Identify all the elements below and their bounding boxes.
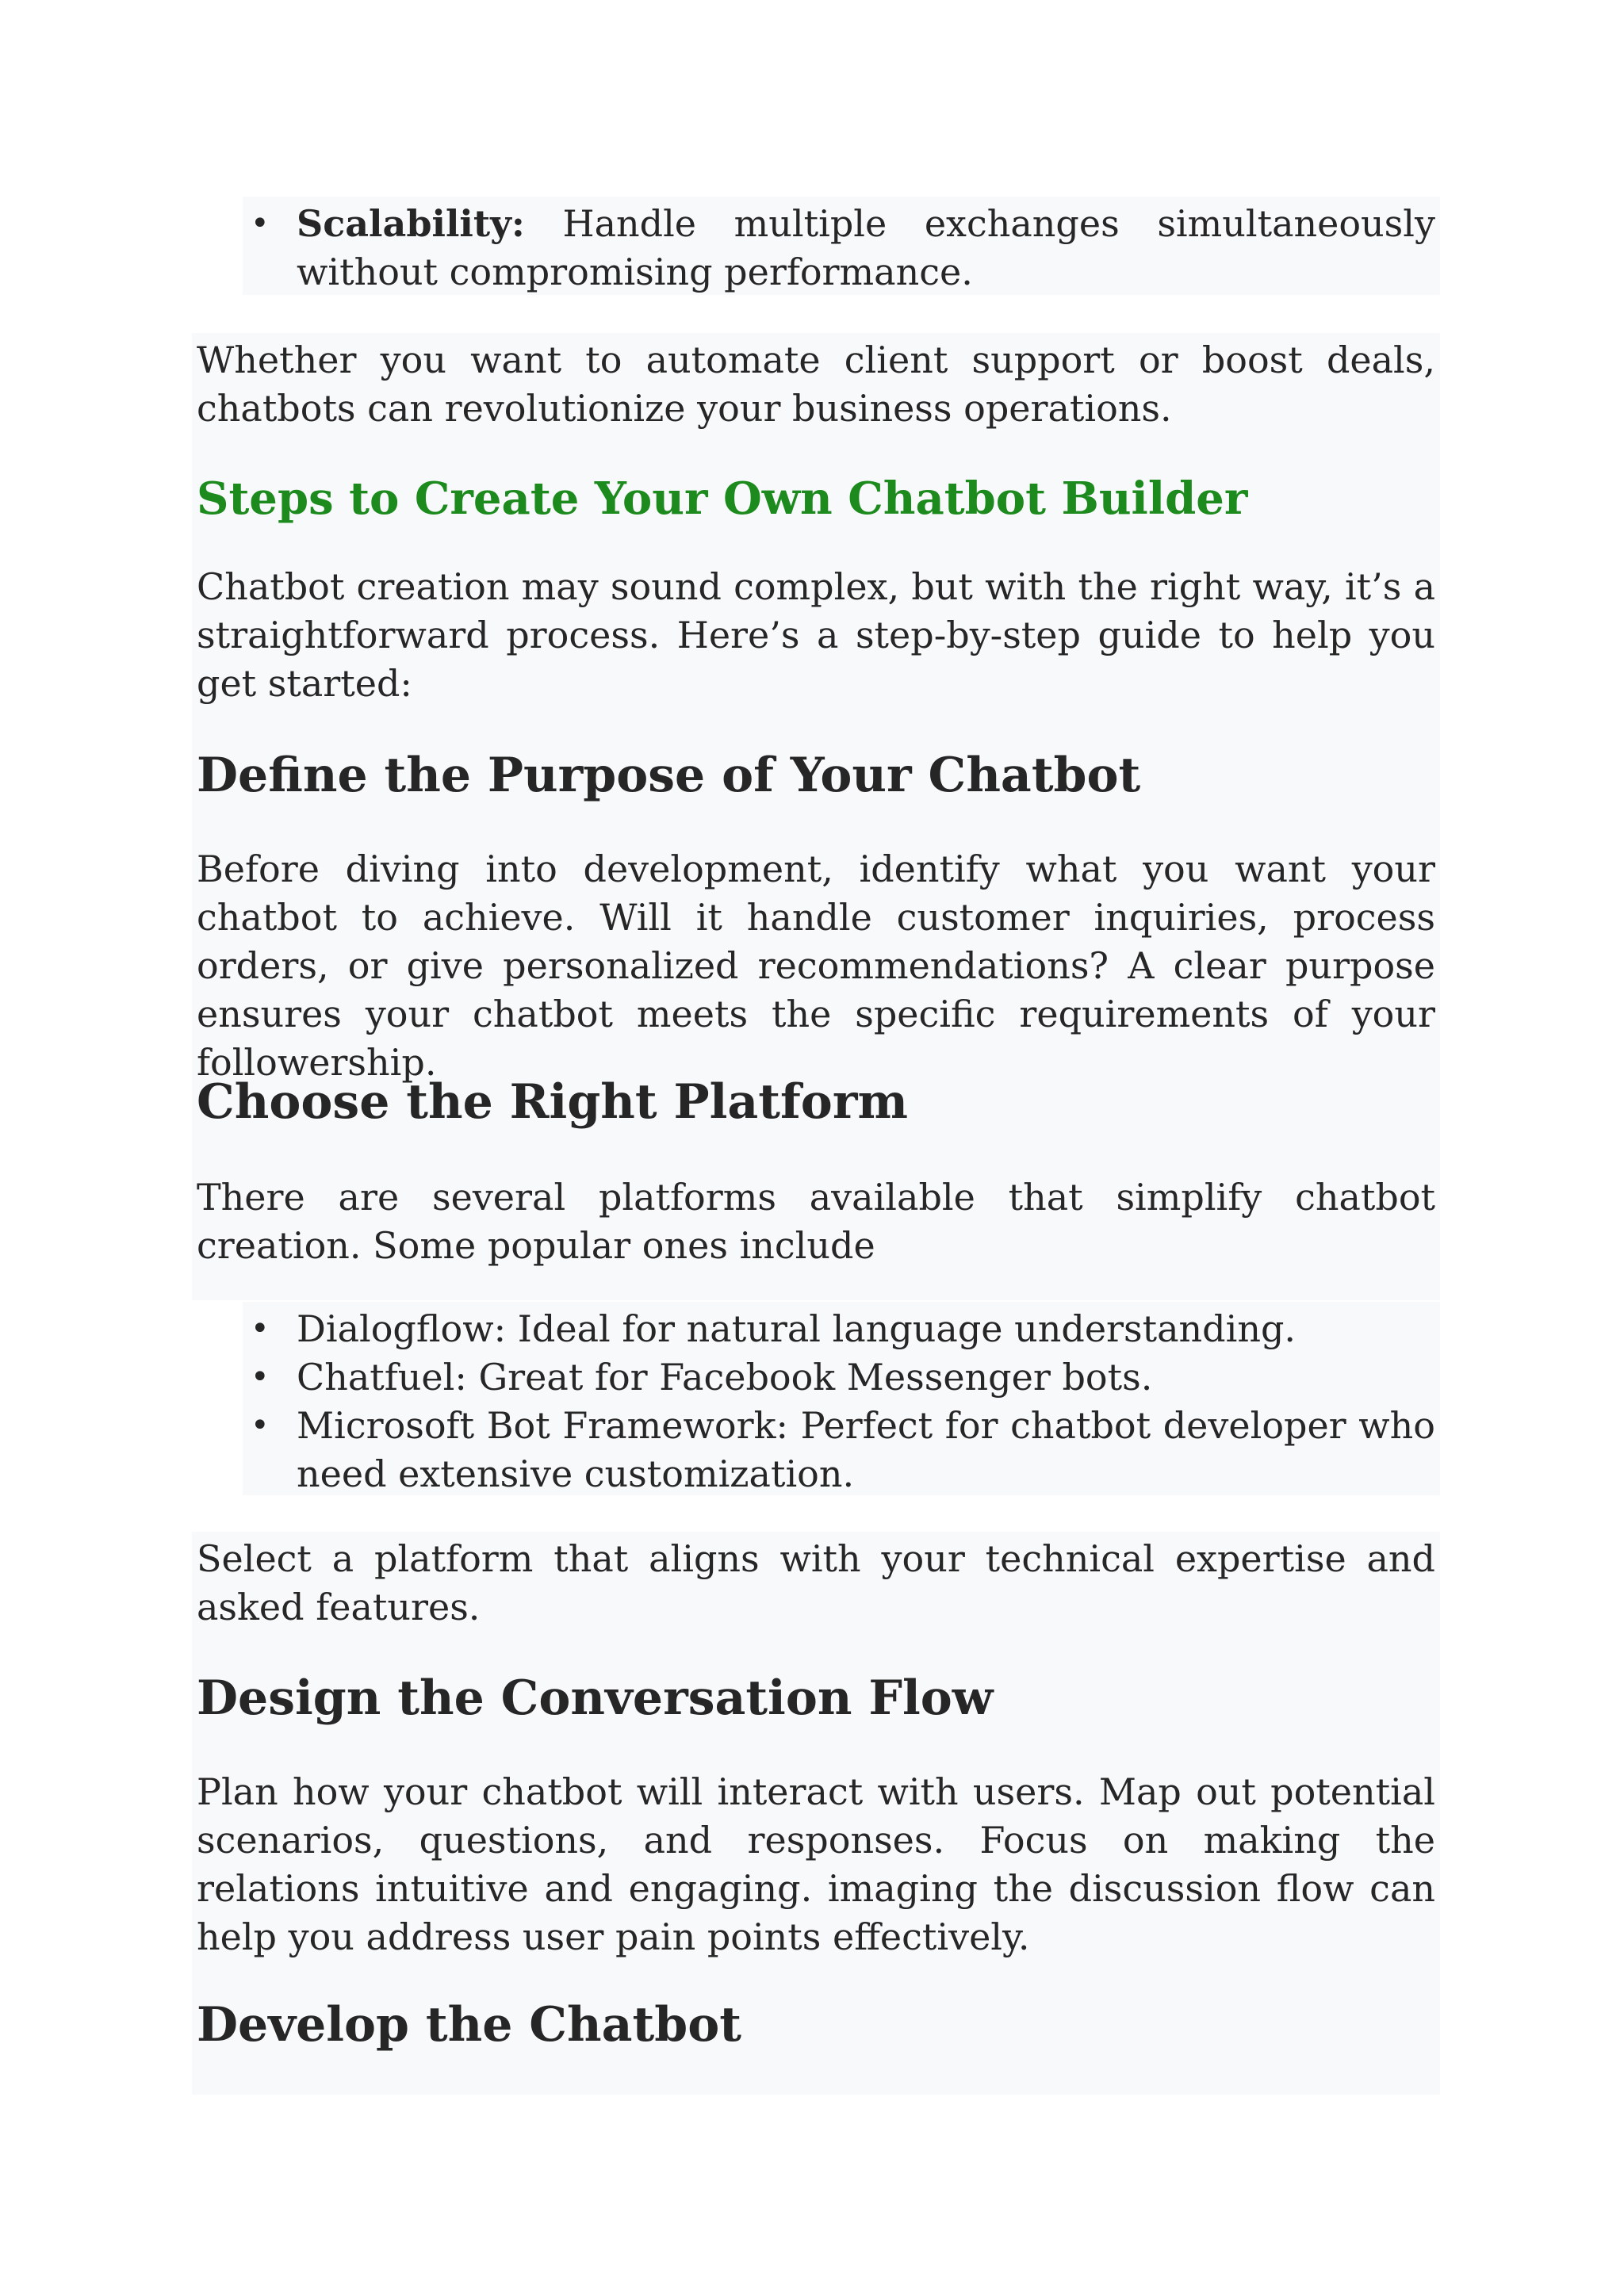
- intro-closing-block: [192, 333, 1440, 436]
- platform-closing-paragraph: Select a platform that aligns with your technical expertise and asked features.: [197, 1537, 1435, 1628]
- list-item: [243, 1402, 1435, 1498]
- platform-item-microsoft: Microsoft Bot Framework: Perfect for chatbot developer who need extensive customization.: [297, 1404, 1435, 1495]
- bullet-icon: •: [251, 1407, 270, 1444]
- scalability-text: Handle multiple exchanges simultaneously without compromising performance.: [297, 202, 1435, 293]
- platform-heading: Choose the Right Platform: [197, 1074, 908, 1130]
- scalability-list: [243, 197, 1440, 297]
- bullet-icon: •: [251, 205, 270, 242]
- flow-paragraph: Plan how your chatbot will interact with users. Map out potential scenarios, questions, and responses. Focus on making the relations intuitive and engaging. imaging the discussion flow can help you address user pain points effectively.: [197, 1770, 1435, 1958]
- scalability-bullet-block: [243, 197, 1440, 295]
- list-item: [243, 1305, 1435, 1353]
- intro-closing-paragraph: Whether you want to automate client support or boost deals, chatbots can revolutionize your business operations.: [197, 339, 1435, 430]
- flow-heading: Design the Conversation Flow: [197, 1670, 994, 1726]
- purpose-heading: Define the Purpose of Your Chatbot: [197, 748, 1141, 803]
- develop-heading: Develop the Chatbot: [197, 1997, 741, 2053]
- steps-intro-paragraph: Chatbot creation may sound complex, but with the right way, it’s a straightforward process. Here’s a step-by-step guide to help you get started:: [197, 565, 1435, 705]
- list-item: [243, 200, 1435, 297]
- platform-item-chatfuel: Chatfuel: Great for Facebook Messenger bots.: [297, 1356, 1153, 1399]
- steps-heading: Steps to Create Your Own Chatbot Builder: [197, 473, 1248, 525]
- scalability-term: Scalability:: [297, 202, 525, 245]
- platform-item-dialogflow: Dialogflow: Ideal for natural language understanding.: [297, 1307, 1297, 1350]
- purpose-paragraph: Before diving into development, identify what you want your chatbot to achieve. Will it handle customer inquiries, process orders, or give personalized recommendations? A clear purpose ensures your chatbot meets the specific requirements of your followership.: [197, 848, 1435, 1084]
- bullet-icon: •: [251, 1311, 270, 1347]
- list-item: [243, 1353, 1435, 1402]
- platform-paragraph: There are several platforms available that simplify chatbot creation. Some popular ones include: [197, 1176, 1435, 1267]
- bullet-icon: •: [251, 1359, 270, 1395]
- platform-list-block: [243, 1302, 1440, 1495]
- platform-list: [243, 1302, 1440, 1498]
